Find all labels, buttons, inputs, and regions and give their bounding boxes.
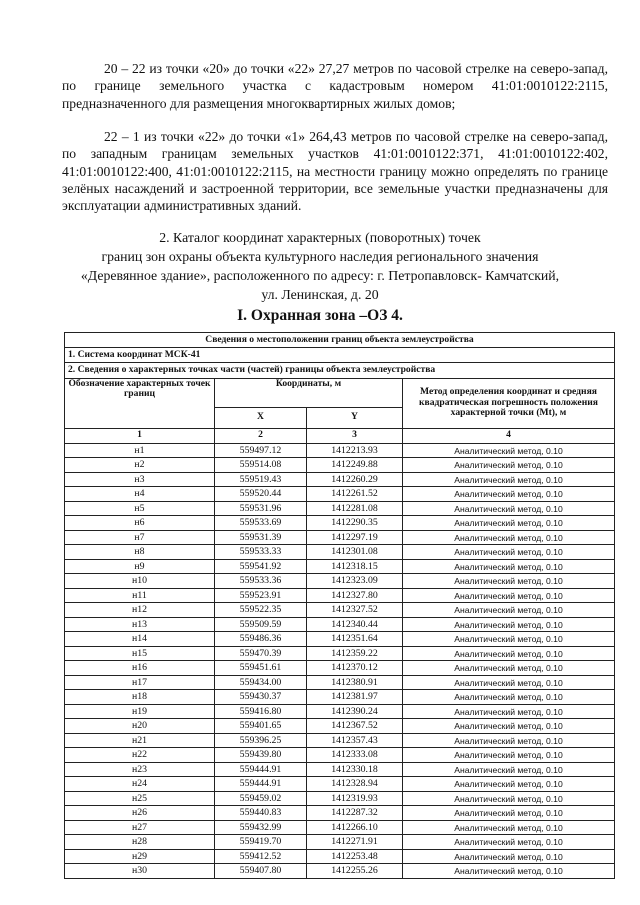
coordinates-table [64,332,615,879]
x-cell: 559444.91 [215,762,307,777]
y-cell: 1412213.93 [307,443,403,458]
point-cell: н19 [65,704,215,719]
catalog-title-line: границ зон охраны объекта культурного наследия регионального значения [101,249,539,264]
y-cell: 1412290.35 [307,516,403,531]
table-row [65,661,615,676]
y-cell: 1412328.94 [307,777,403,792]
point-cell: н25 [65,791,215,806]
y-cell: 1412266.10 [307,820,403,835]
y-cell: 1412281.08 [307,501,403,516]
y-cell: 1412327.52 [307,603,403,618]
point-cell: н3 [65,472,215,487]
y-cell: 1412249.88 [307,458,403,473]
point-cell: н8 [65,545,215,560]
paragraph-segment-20-22: 20 – 22 из точки «20» до точки «22» 27,27 метров по часовой стрелке на северо-запад, по границе земельного участка с кадастровым номером 41:01:0010122:2115, предназначенного для размещения многоквартирных жилых домов; [62,61,608,111]
method-cell: Аналитический метод, 0.10 [403,675,615,690]
x-cell: 559401.65 [215,719,307,734]
method-cell: Аналитический метод, 0.10 [403,487,615,502]
col-header-x: X [215,407,307,428]
method-cell: Аналитический метод, 0.10 [403,472,615,487]
point-cell: н30 [65,864,215,879]
paragraph-segment-22-1: 22 – 1 из точки «22» до точки «1» 264,43 метров по часовой стрелке на северо-запад, по западным границам земельных участков 41:01:0010122:371, 41:01:0010122:402, 41:01:0010122:400, 41:01:0010122:2115, на местности границу можно определять по границе зелёных насаждений и застроенной территории, все земельные участки предназначены для эксплуатации административных зданий. [62,129,608,214]
y-cell: 1412333.08 [307,748,403,763]
point-cell: н5 [65,501,215,516]
table-row [65,864,615,879]
point-cell: н26 [65,806,215,821]
point-cell: н4 [65,487,215,502]
y-cell: 1412260.29 [307,472,403,487]
x-cell: 559440.83 [215,806,307,821]
point-cell: н16 [65,661,215,676]
table-row [65,690,615,705]
x-cell: 559509.59 [215,617,307,632]
table-row [65,632,615,647]
table-row [65,516,615,531]
table-row [65,719,615,734]
method-cell: Аналитический метод, 0.10 [403,603,615,618]
catalog-title-line: ул. Ленинская, д. 20 [261,287,379,302]
x-cell: 559514.08 [215,458,307,473]
col-number: 3 [307,428,403,443]
point-cell: н15 [65,646,215,661]
table-row [65,704,615,719]
method-cell: Аналитический метод, 0.10 [403,733,615,748]
x-cell: 559497.12 [215,443,307,458]
col-header-method: Метод определения координат и средняя квадратическая погрешность положения характерной точки (Mt), м [403,378,615,428]
x-cell: 559419.70 [215,835,307,850]
col-header-point: Обозначение характерных точек границ [65,378,215,428]
method-cell: Аналитический метод, 0.10 [403,777,615,792]
method-cell: Аналитический метод, 0.10 [403,661,615,676]
point-cell: н2 [65,458,215,473]
method-cell: Аналитический метод, 0.10 [403,501,615,516]
y-cell: 1412359.22 [307,646,403,661]
table-row [65,545,615,560]
coordinate-system-row: 1. Система координат МСК-41 [65,348,615,363]
x-cell: 559520.44 [215,487,307,502]
point-cell: н11 [65,588,215,603]
x-cell: 559444.91 [215,777,307,792]
y-cell: 1412381.97 [307,690,403,705]
table-row [65,646,615,661]
point-cell: н13 [65,617,215,632]
x-cell: 559519.43 [215,472,307,487]
y-cell: 1412253.48 [307,849,403,864]
point-cell: н12 [65,603,215,618]
x-cell: 559533.33 [215,545,307,560]
method-cell: Аналитический метод, 0.10 [403,617,615,632]
table-row [65,588,615,603]
catalog-title [40,228,600,304]
method-cell: Аналитический метод, 0.10 [403,458,615,473]
method-cell: Аналитический метод, 0.10 [403,849,615,864]
table-row [65,603,615,618]
x-cell: 559531.39 [215,530,307,545]
y-cell: 1412271.91 [307,835,403,850]
x-cell: 559434.00 [215,675,307,690]
method-cell: Аналитический метод, 0.10 [403,864,615,879]
x-cell: 559486.36 [215,632,307,647]
table-row [65,820,615,835]
point-cell: н28 [65,835,215,850]
point-cell: н18 [65,690,215,705]
table-row [65,574,615,589]
point-cell: н21 [65,733,215,748]
point-cell: н7 [65,530,215,545]
y-cell: 1412261.52 [307,487,403,502]
method-cell: Аналитический метод, 0.10 [403,545,615,560]
point-cell: н17 [65,675,215,690]
table-row [65,777,615,792]
point-cell: н9 [65,559,215,574]
y-cell: 1412319.93 [307,791,403,806]
x-cell: 559451.61 [215,661,307,676]
x-cell: 559396.25 [215,733,307,748]
table-row [65,443,615,458]
point-cell: н20 [65,719,215,734]
y-cell: 1412390.24 [307,704,403,719]
table-row [65,791,615,806]
table-section-title: Сведения о местоположении границ объекта землеустройства [65,333,615,348]
table-row [65,748,615,763]
table-row [65,762,615,777]
method-cell: Аналитический метод, 0.10 [403,530,615,545]
point-cell: н6 [65,516,215,531]
table-row [65,487,615,502]
method-cell: Аналитический метод, 0.10 [403,632,615,647]
table-row [65,617,615,632]
method-cell: Аналитический метод, 0.10 [403,574,615,589]
x-cell: 559522.35 [215,603,307,618]
x-cell: 559430.37 [215,690,307,705]
y-cell: 1412357.43 [307,733,403,748]
table-row [65,458,615,473]
y-cell: 1412367.52 [307,719,403,734]
method-cell: Аналитический метод, 0.10 [403,806,615,821]
point-cell: н24 [65,777,215,792]
point-cell: н27 [65,820,215,835]
method-cell: Аналитический метод, 0.10 [403,646,615,661]
table-row [65,472,615,487]
y-cell: 1412370.12 [307,661,403,676]
y-cell: 1412297.19 [307,530,403,545]
x-cell: 559470.39 [215,646,307,661]
table-row [65,559,615,574]
y-cell: 1412380.91 [307,675,403,690]
x-cell: 559523.91 [215,588,307,603]
method-cell: Аналитический метод, 0.10 [403,559,615,574]
x-cell: 559459.02 [215,791,307,806]
catalog-title-line: «Деревянное здание», расположенного по адресу: г. Петропавловск- Камчатский, [80,268,560,283]
method-cell: Аналитический метод, 0.10 [403,719,615,734]
point-cell: н23 [65,762,215,777]
col-number: 1 [65,428,215,443]
col-header-coords: Координаты, м [215,378,403,407]
x-cell: 559416.80 [215,704,307,719]
zone-title: I. Охранная зона –ОЗ 4. [237,307,403,324]
y-cell: 1412327.80 [307,588,403,603]
y-cell: 1412340.44 [307,617,403,632]
point-cell: н29 [65,849,215,864]
y-cell: 1412301.08 [307,545,403,560]
table-row [65,675,615,690]
x-cell: 559412.52 [215,849,307,864]
method-cell: Аналитический метод, 0.10 [403,748,615,763]
x-cell: 559432.99 [215,820,307,835]
y-cell: 1412318.15 [307,559,403,574]
method-cell: Аналитический метод, 0.10 [403,690,615,705]
table-row [65,733,615,748]
method-cell: Аналитический метод, 0.10 [403,820,615,835]
method-cell: Аналитический метод, 0.10 [403,443,615,458]
x-cell: 559439.80 [215,748,307,763]
method-cell: Аналитический метод, 0.10 [403,588,615,603]
x-cell: 559533.36 [215,574,307,589]
x-cell: 559407.80 [215,864,307,879]
catalog-title-line: 2. Каталог координат характерных (поворотных) точек [159,230,481,245]
col-number: 2 [215,428,307,443]
x-cell: 559533.69 [215,516,307,531]
y-cell: 1412330.18 [307,762,403,777]
point-cell: н22 [65,748,215,763]
points-info-row: 2. Сведения о характерных точках части (частей) границы объекта землеустройства [65,363,615,378]
y-cell: 1412351.64 [307,632,403,647]
col-number: 4 [403,428,615,443]
y-cell: 1412323.09 [307,574,403,589]
y-cell: 1412287.32 [307,806,403,821]
col-header-y: Y [307,407,403,428]
table-row [65,835,615,850]
table-row [65,530,615,545]
method-cell: Аналитический метод, 0.10 [403,762,615,777]
x-cell: 559531.96 [215,501,307,516]
x-cell: 559541.92 [215,559,307,574]
point-cell: н14 [65,632,215,647]
method-cell: Аналитический метод, 0.10 [403,704,615,719]
y-cell: 1412255.26 [307,864,403,879]
point-cell: н1 [65,443,215,458]
table-row [65,849,615,864]
table-row [65,501,615,516]
method-cell: Аналитический метод, 0.10 [403,516,615,531]
table-row [65,806,615,821]
method-cell: Аналитический метод, 0.10 [403,835,615,850]
point-cell: н10 [65,574,215,589]
method-cell: Аналитический метод, 0.10 [403,791,615,806]
